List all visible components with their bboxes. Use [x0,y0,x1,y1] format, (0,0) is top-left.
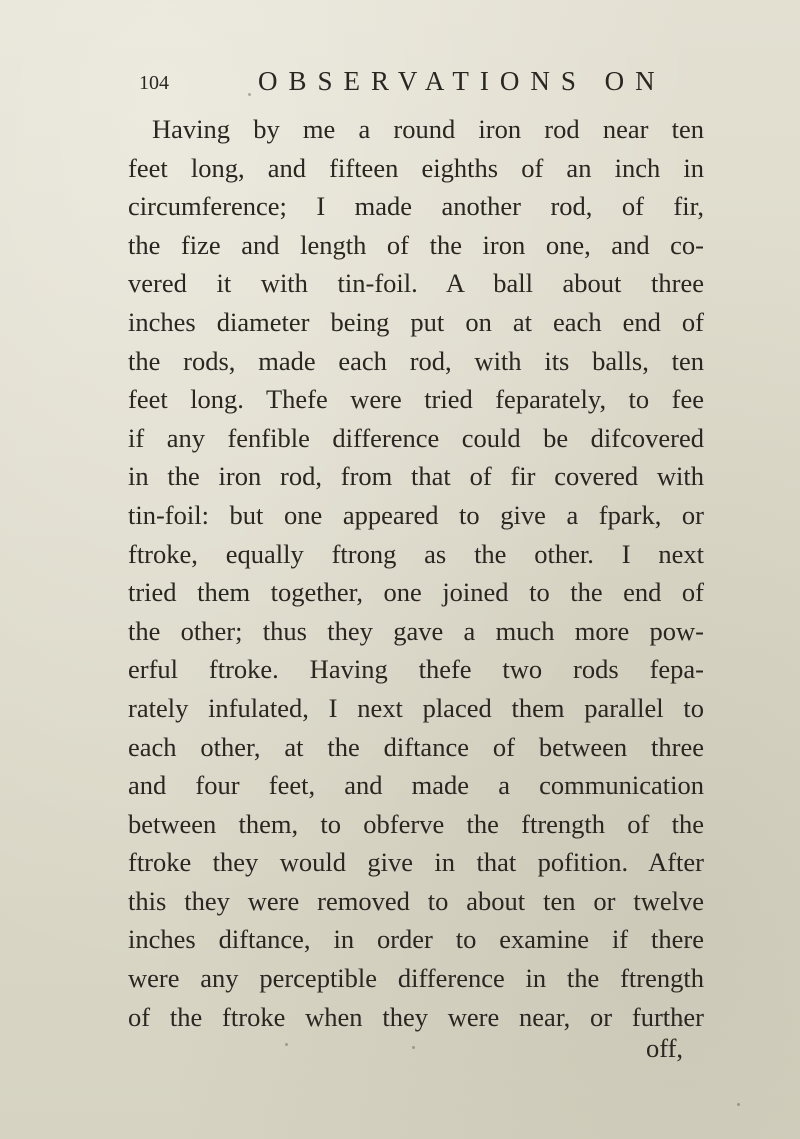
text-line: the other; thus they gave a much more pow- [128,615,704,646]
page-header [0,64,800,104]
text-line: rately infulated, I next placed them parallel to [128,692,704,723]
text-line: the fize and length of the iron one, and co- [128,229,704,260]
text-line: of the ftroke when they were near, or further [128,1001,704,1032]
text-line: between them, to obferve the ftrength of the [128,808,704,839]
text-line: were any perceptible difference in the ftrength [128,963,704,994]
text-line: the rods, made each rod, with its balls, ten [128,345,704,376]
paper-speck [680,1020,683,1023]
text-line: feet long, and fifteen eighths of an inch in [128,152,704,183]
text-line: and four feet, and made a communication [128,770,704,801]
text-line: ftroke, equally ftrong as the other. I next [128,538,704,569]
text-line: this they were removed to about ten or twelve [128,885,704,916]
text-line: ftroke they would give in that pofition. After [128,847,704,878]
text-line: erful ftroke. Having thefe two rods fepa- [128,654,704,685]
text-line: vered it with tin-foil. A ball about three [128,268,704,299]
text-line: in the iron rod, from that of fir covered with [128,461,704,492]
paper-speck [737,1103,740,1106]
paper-speck [248,93,251,96]
page-number: 104 [139,72,169,94]
running-head: OBSERVATIONS ON [258,66,666,96]
text-line: inches diftance, in order to examine if there [128,924,704,955]
body-text [128,110,704,1036]
text-line: circumference; I made another rod, of fir, [128,191,704,222]
paper-speck [285,1043,288,1046]
catchword: off, [646,1033,684,1063]
text-line: feet long. Thefe were tried feparately, to fee [128,384,704,415]
text-line: inches diameter being put on at each end of [128,306,704,337]
text-line: Having by me a round iron rod near ten [152,114,704,144]
text-line: tried them together, one joined to the end of [128,577,704,608]
text-line: if any fenfible difference could be difcovered [128,422,704,453]
text-line: tin-foil: but one appeared to give a fpark, or [128,499,704,530]
paper-speck [412,1046,415,1049]
text-line: each other, at the diftance of between three [128,731,704,762]
